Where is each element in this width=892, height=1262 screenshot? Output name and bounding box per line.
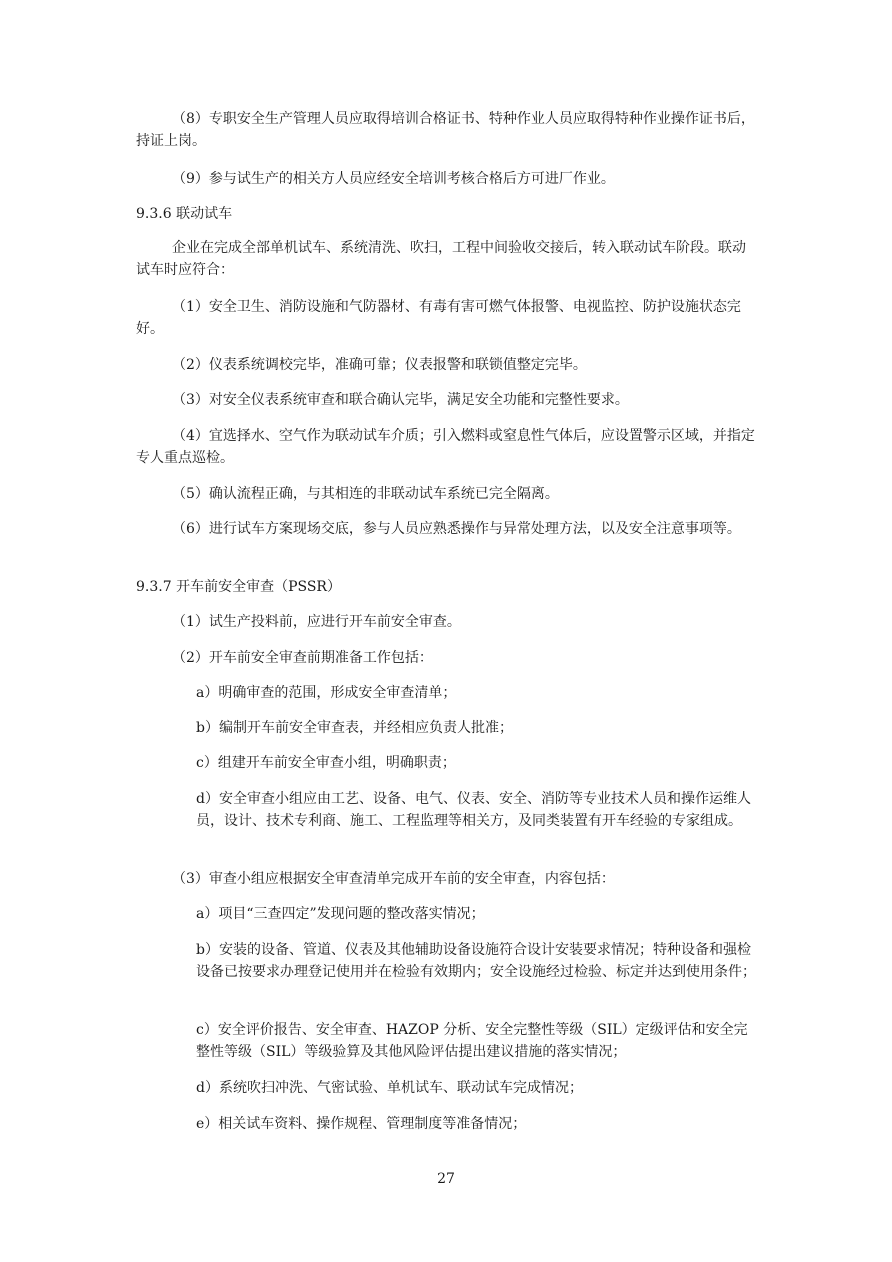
list-item-b: b）安装的设备、管道、仪表及其他辅助设备设施符合设计安装要求情况；特种设备和强检设备已按要求办理登记使用并在检验有效期内；安全设施经过检验、标定并达到使用条件； bbox=[196, 942, 756, 980]
list-item-e: e）相关试车资料、操作规程、管理制度等准备情况； bbox=[196, 1116, 527, 1132]
paragraph-item-1: （1）试生产投料前，应进行开车前安全审查。 bbox=[172, 614, 461, 630]
paragraph-item-5: （5）确认流程正确，与其相连的非联动试车系统已完全隔离。 bbox=[172, 486, 559, 502]
section-heading-9-3-7: 9.3.7 开车前安全审查（PSSR） bbox=[136, 579, 341, 595]
paragraph-intro: 企业在完成全部单机试车、系统清洗、吹扫，工程中间验收交接后，转入联动试车阶段。联动试车时应符合： bbox=[136, 240, 746, 278]
list-item-d: d）系统吹扫冲洗、气密试验、单机试车、联动试车完成情况； bbox=[196, 1080, 583, 1096]
list-item-c: c）组建开车前安全审查小组，明确职责； bbox=[196, 755, 456, 771]
paragraph-item-9: （9）参与试生产的相关方人员应经安全培训考核合格后方可进厂作业。 bbox=[172, 171, 615, 187]
paragraph-item-8: （8）专职安全生产管理人员应取得培训合格证书、特种作业人员应取得特种作业操作证书后，持证上岗。 bbox=[136, 111, 755, 149]
list-item-a: a）项目“三查四定”发现问题的整改落实情况； bbox=[196, 906, 485, 922]
paragraph-item-2: （2）开车前安全审查前期准备工作包括： bbox=[172, 650, 433, 666]
section-heading-9-3-6: 9.3.6 联动试车 bbox=[136, 206, 233, 222]
list-item-a: a）明确审查的范围，形成安全审查清单； bbox=[196, 685, 457, 701]
paragraph-item-6: （6）进行试车方案现场交底，参与人员应熟悉操作与异常处理方法，以及安全注意事项等。 bbox=[172, 521, 741, 537]
paragraph-item-2: （2）仪表系统调校完毕，准确可靠；仪表报警和联锁值整定完毕。 bbox=[172, 357, 587, 373]
list-item-c: c）安全评价报告、安全审查、HAZOP 分析、安全完整性等级（SIL）定级评估和安全完整性等级（SIL）等级验算及其他风险评估提出建议措施的落实情况； bbox=[196, 1022, 748, 1060]
paragraph-item-3: （3）对安全仪表系统审查和联合确认完毕，满足安全功能和完整性要求。 bbox=[172, 392, 629, 408]
paragraph-item-3: （3）审查小组应根据安全审查清单完成开车前的安全审查，内容包括： bbox=[172, 871, 615, 887]
list-item-d: d）安全审查小组应由工艺、设备、电气、仪表、安全、消防等专业技术人员和操作运维人员，设计、技术专利商、施工、工程监理等相关方，及同类装置有开车经验的专家组成。 bbox=[196, 791, 751, 829]
list-item-b: b）编制开车前安全审查表，并经相应负责人批准； bbox=[196, 720, 513, 736]
paragraph-item-4: （4）宜选择水、空气作为联动试车介质；引入燃料或窒息性气体后，应设置警示区域，并指定专人重点巡检。 bbox=[136, 428, 755, 466]
paragraph-item-1: （1）安全卫生、消防设施和气防器材、有毒有害可燃气体报警、电视监控、防护设施状态完好。 bbox=[136, 299, 741, 337]
page-number: 27 bbox=[437, 1171, 455, 1187]
